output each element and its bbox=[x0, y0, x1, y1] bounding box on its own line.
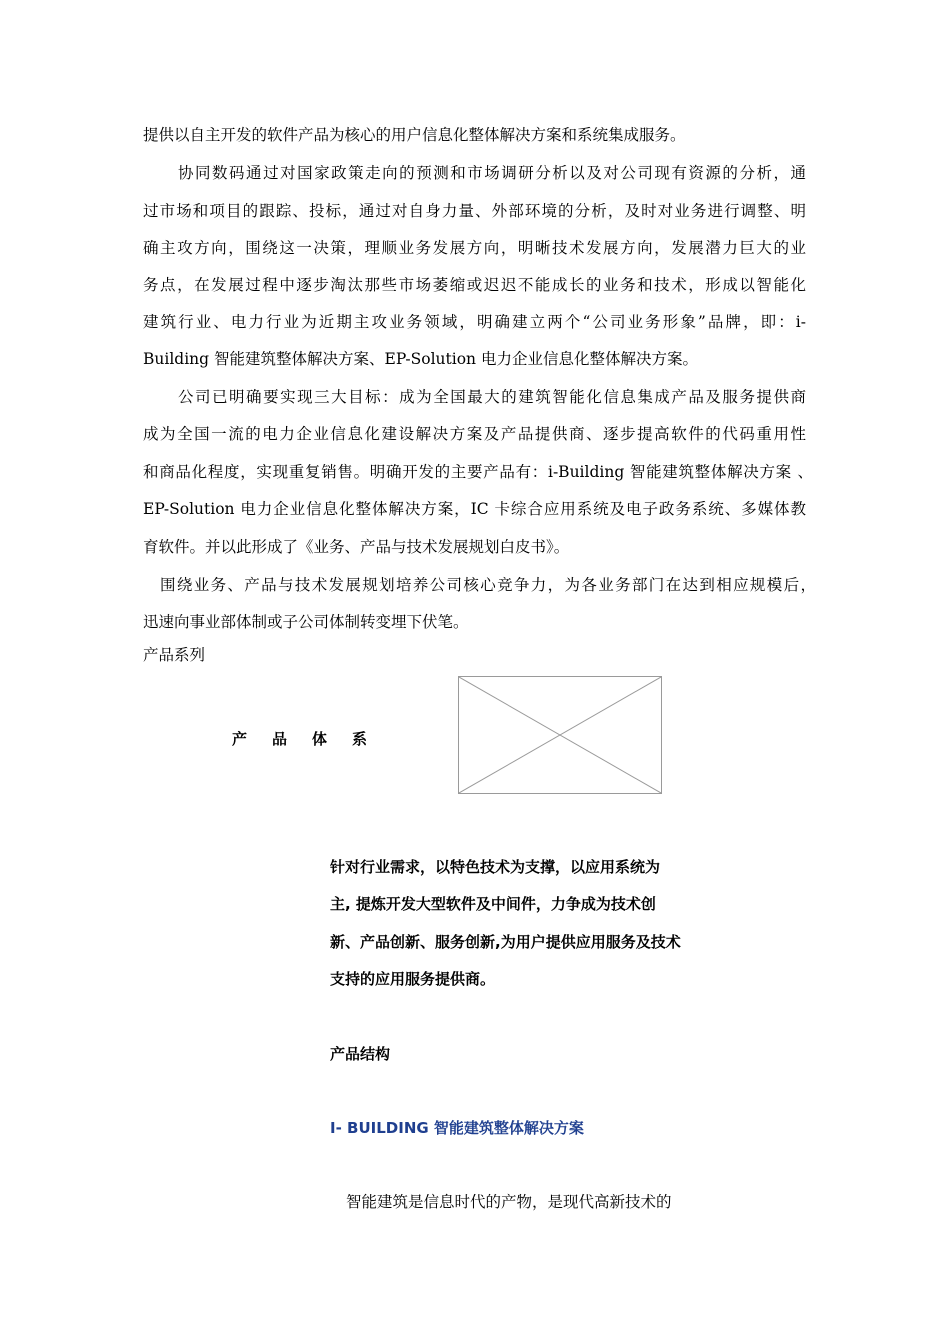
paragraph-line: 成为全国一流的电力企业信息化建设解决方案及产品提供商、逐步提高软件的代码重用性 bbox=[143, 425, 806, 443]
product-system-char: 产 bbox=[232, 730, 248, 748]
ibuilding-intro: 智能建筑是信息时代的产物，是现代高新技术的 bbox=[346, 1193, 672, 1211]
paragraph-line: 提供以自主开发的软件产品为核心的用户信息化整体解决方案和系统集成服务。 bbox=[143, 126, 686, 144]
paragraph-line: 公司已明确要实现三大目标：成为全国最大的建筑智能化信息集成产品及服务提供商 bbox=[178, 388, 806, 406]
placeholder-cross-icon bbox=[459, 677, 661, 793]
paragraph-line: 育软件。并以此形成了《业务、产品与技术发展规划白皮书》。 bbox=[143, 538, 570, 556]
paragraph-line: 围绕业务、产品与技术发展规划培养公司核心竞争力，为各业务部门在达到相应规模后， bbox=[160, 576, 816, 594]
paragraph-line: 和商品化程度，实现重复销售。明确开发的主要产品有：i-Building 智能建筑整体解决方案 、 bbox=[143, 463, 813, 481]
mission-line: 支持的应用服务提供商。 bbox=[330, 970, 496, 988]
missing-image-placeholder bbox=[458, 676, 662, 794]
product-system-char: 品 bbox=[272, 730, 288, 748]
section-title-product-series: 产品系列 bbox=[143, 646, 206, 664]
product-system-char: 体 bbox=[312, 730, 328, 748]
paragraph-line: 过市场和项目的跟踪、投标，通过对自身力量、外部环境的分析，及时对业务进行调整、明 bbox=[143, 202, 806, 220]
ibuilding-heading: I- BUILDING 智能建筑整体解决方案 bbox=[330, 1119, 584, 1137]
mission-line: 主, 提炼开发大型软件及中间件，力争成为技术创 bbox=[330, 895, 656, 913]
paragraph-line: 迅速向事业部体制或子公司体制转变埋下伏笔。 bbox=[143, 613, 469, 631]
mission-line: 针对行业需求，以特色技术为支撑，以应用系统为 bbox=[330, 858, 661, 876]
paragraph-line: 协同数码通过对国家政策走向的预测和市场调研分析以及对公司现有资源的分析，通 bbox=[178, 164, 806, 182]
product-system-char: 系 bbox=[352, 730, 368, 748]
paragraph-line: EP-Solution 电力企业信息化整体解决方案，IC 卡综合应用系统及电子政务系统、多媒体教 bbox=[143, 500, 806, 518]
section-title-product-structure: 产品结构 bbox=[330, 1045, 391, 1063]
product-system-label bbox=[232, 728, 432, 750]
paragraph-line: 建筑行业、电力行业为近期主攻业务领域，明确建立两个“公司业务形象”品牌，即：i- bbox=[143, 313, 806, 331]
paragraph-line: 确主攻方向，围绕这一决策，理顺业务发展方向，明晰技术发展方向，发展潜力巨大的业 bbox=[143, 239, 806, 257]
paragraph-line: Building 智能建筑整体解决方案、EP-Solution 电力企业信息化整体解决方案。 bbox=[143, 350, 698, 368]
mission-line: 新、产品创新、服务创新,为用户提供应用服务及技术 bbox=[330, 933, 681, 951]
paragraph-line: 务点，在发展过程中逐步淘汰那些市场萎缩或迟迟不能成长的业务和技术，形成以智能化 bbox=[143, 276, 806, 294]
